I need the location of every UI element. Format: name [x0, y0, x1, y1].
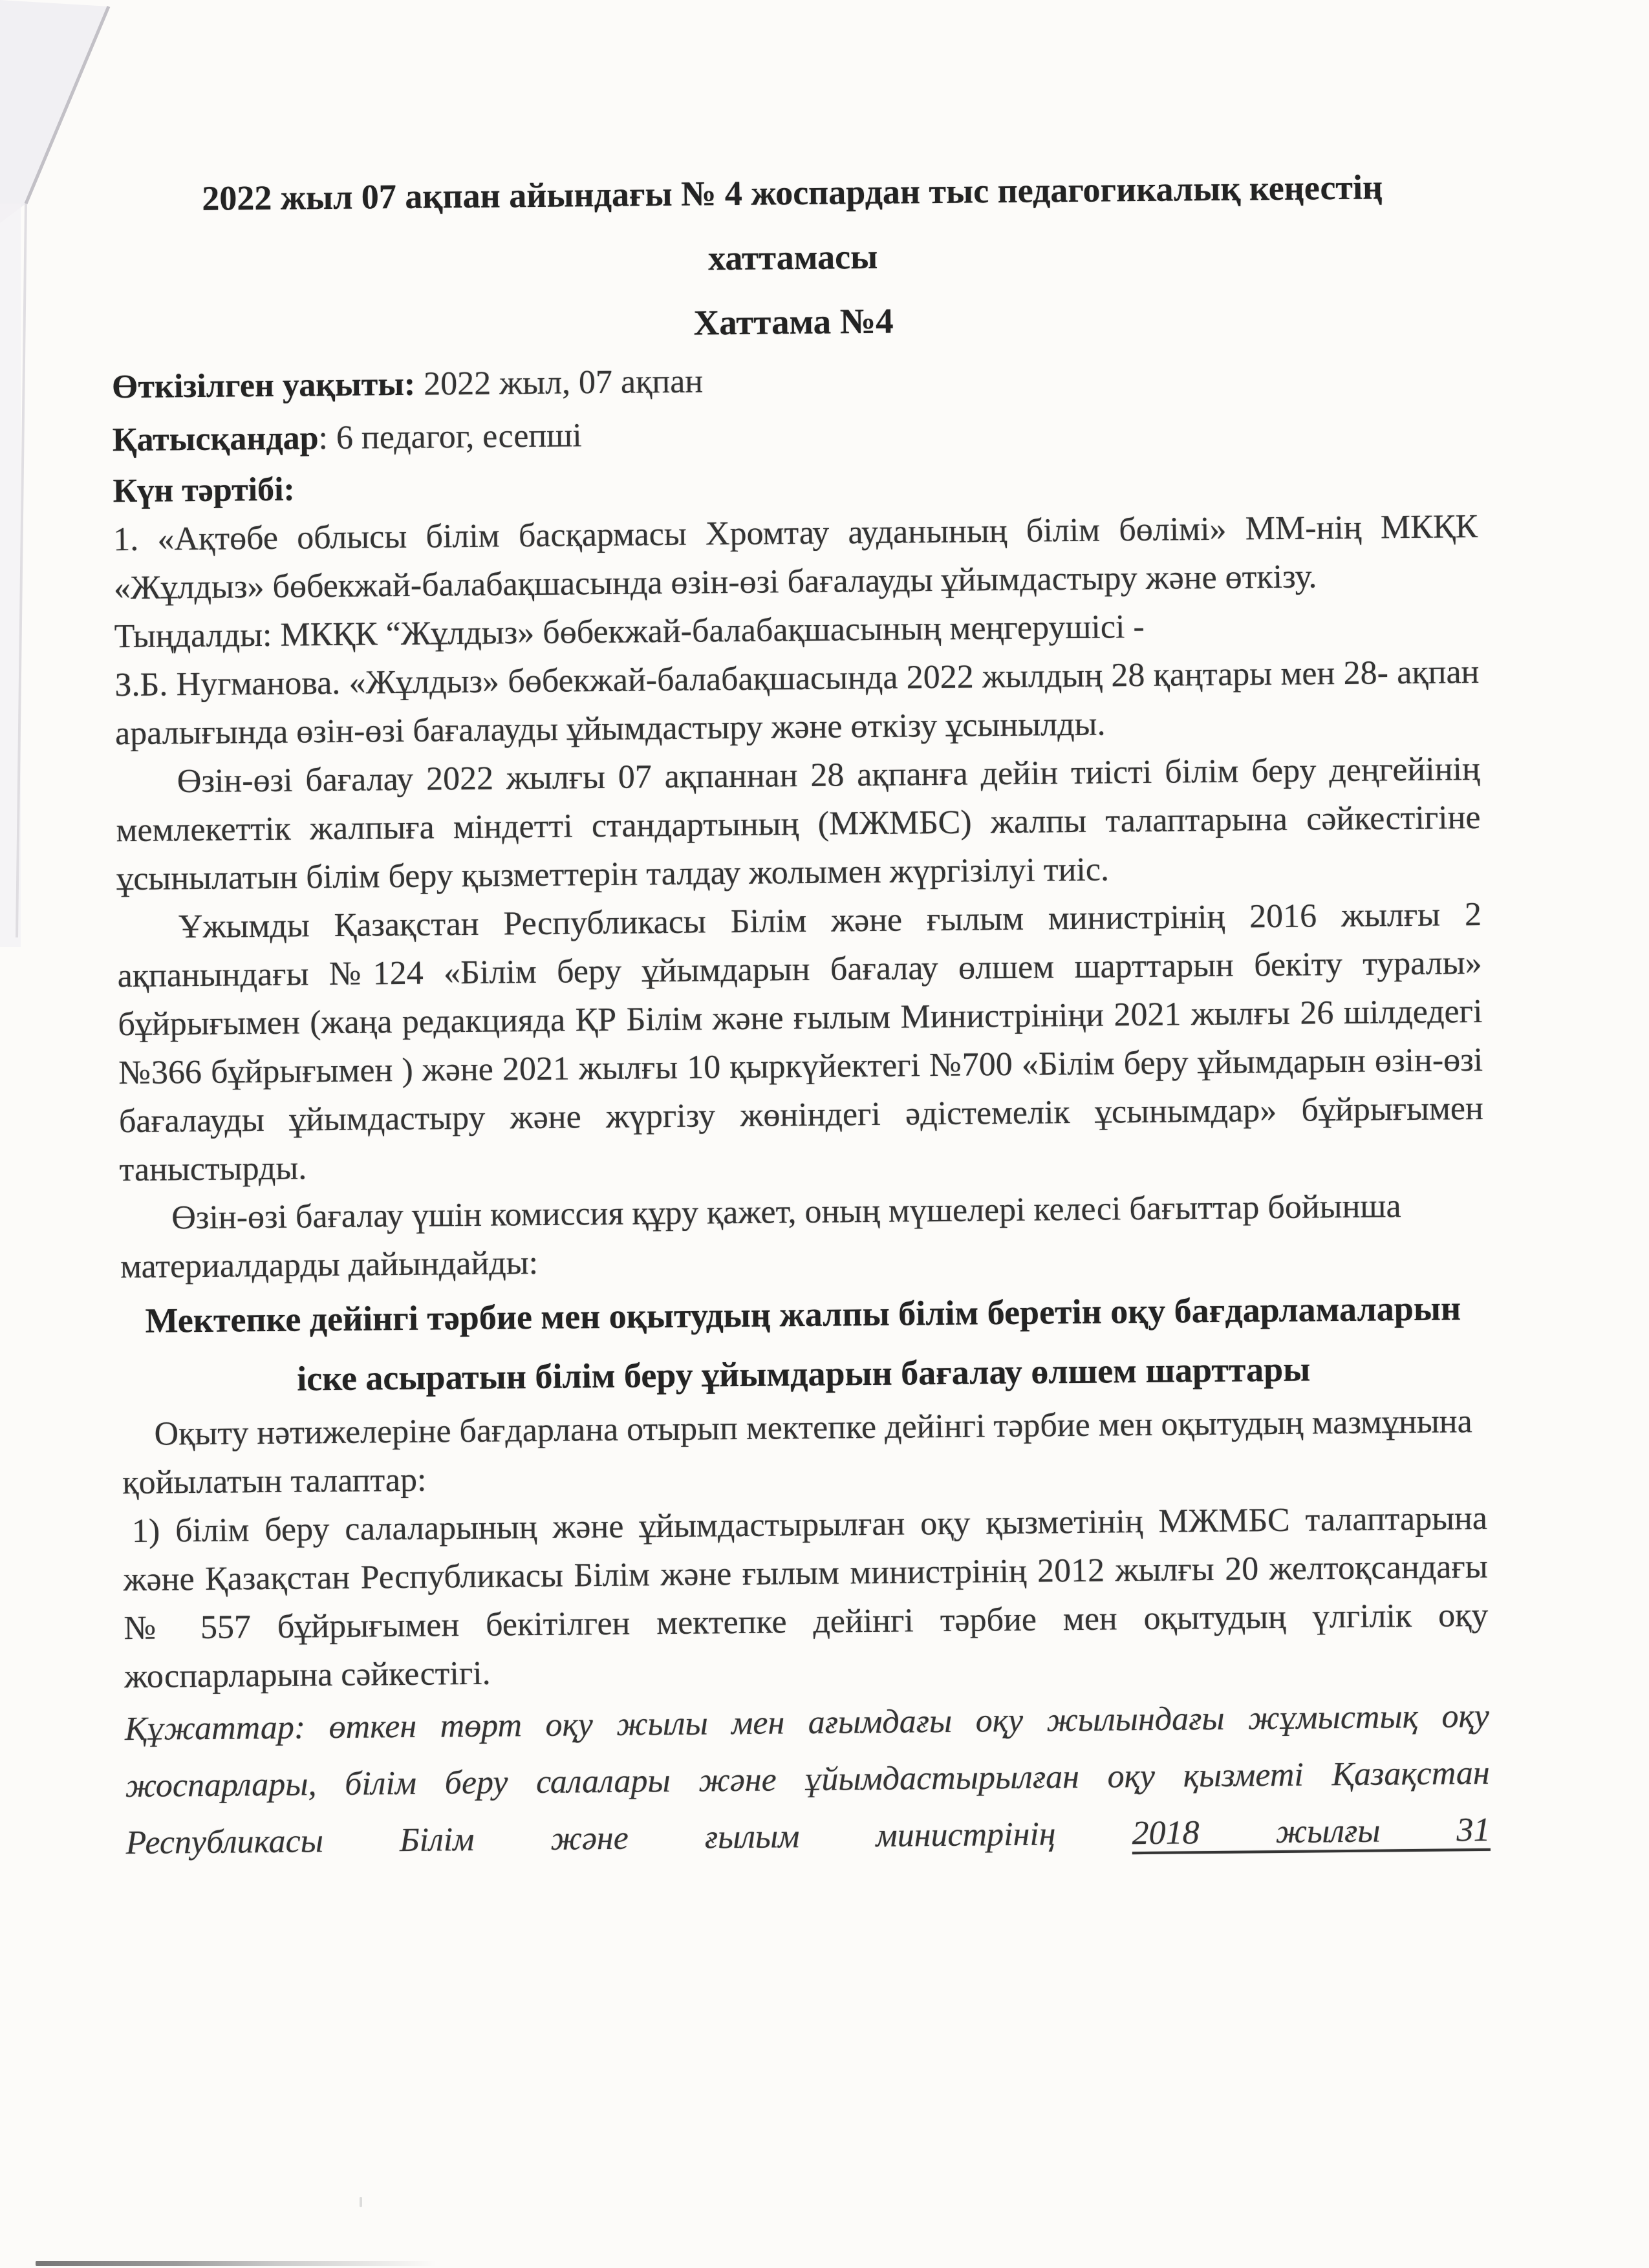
fold-edge-line	[17, 204, 26, 937]
heard-paragraph-rest: З.Б. Нугманова. «Жұлдыз» бөбекжай-балабақшасында 2022 жылдың 28 қаңтары мен 28- ақпан аралығында өзін-өзі бағалауды ұйымдастыру және өткізу ұсынылды.	[114, 653, 1480, 753]
title-line-1: 2022 жыл 07 ақпан айындағы № 4 жоспардан тыс педагогикалық кеңестің	[201, 167, 1383, 218]
document-content	[110, 154, 1491, 1872]
commission-paragraph: Өзін-өзі бағалау үшін комиссия құру қажет, оның мүшелері келесі бағыттар бойынша материалдарды дайындайды:	[120, 1188, 1401, 1286]
left-edge-shade	[0, 204, 21, 947]
fold-diagonal-line	[26, 6, 109, 204]
requirement-1-paragraph: 1) білім беру салаларының және ұйымдастырылған оқу қызметінің МЖМБС талаптарына және Қазақстан Республикасы Білім және ғылым министрінің 2012 жылғы 20 желтоқсандағы № 557 бұйрығымен бекітілген мектепке дейінгі тәрбие мен оқытудың үлгілік оқу жоспарларына сәйкестігі.	[123, 1499, 1489, 1696]
scan-speck-artifact	[360, 2197, 362, 2207]
fold-shadow-wedge	[0, 0, 109, 223]
documents-paragraph	[125, 1688, 1491, 1872]
requirements-intro-paragraph: Оқыту нәтижелеріне бағдарлана отырып мектепке дейінгі тәрбие мен оқытудың мазмұнына қойылатын талаптар:	[122, 1403, 1472, 1502]
bottom-scan-edge-artifact	[36, 2261, 436, 2266]
attendees-value: : 6 педагог, есепші	[318, 417, 582, 457]
protocol-number-heading: Хаттама №4	[693, 301, 894, 343]
document-title	[110, 154, 1476, 296]
documents-italic-text: Құжаттар: өткен төрт оқу жылы мен ағымдағы оқу жылындағы жұмыстық оқу жоспарлары, білім беру салалары және ұйымдастырылған оқу қызметі Қазақстан Республикасы Білім және ғылым министрінің	[124, 1697, 1490, 1862]
agenda-heading: Күн тәртібі:	[113, 471, 296, 510]
section-heading: Мектепке дейінгі тәрбие мен оқытудың жалпы білім беретін оқу бағдарламаларын іске асыратын білім беру ұйымдарын бағалау өлшем шарттары	[145, 1289, 1461, 1398]
heard-paragraph-line-1: Тыңдалды: МКҚК “Жұлдыз» бөбекжай-балабақшасының меңгерушісі -	[114, 608, 1145, 656]
assessment-paragraph: Өзін-өзі бағалау 2022 жылғы 07 ақпаннан 28 ақпанға дейін тиісті білім беру деңгейінің мемлекеттік жалпыға міндетті стандартының (МЖМБС) жалпы талаптарына сәйкестігіне ұсынылатын білім беру қызметтерін талдау жолымен жүргізілуі тиіс.	[116, 750, 1481, 898]
title-line-2: хаттамасы	[707, 237, 878, 278]
ministry-order-paragraph: Ұжымды Қазақстан Республикасы Білім және ғылым министрінің 2016 жылғы 2 ақпанындағы №124 «Білім беру ұйымдарын бағалау өлшем шарттарын бекіту туралы» бұйрығымен (жаңа редакцияда ҚР Білім және ғылым Министрініңи 2021 жылғы 26 шілдедегі №366 бұйрығымен ) және 2021 жылғы 10 қыркүйектегі №700 «Білім беру ұйымдарын өзін-өзі бағалауды ұйымдастыру және жүргізу жөніндегі әдістемелік ұсынымдар» бұйрығымен таныстырды.	[117, 895, 1484, 1189]
agenda-item-1: 1. «Ақтөбе облысы білім басқармасы Хромтау ауданының білім бөлімі» ММ-нің МКҚК «Жұлдыз» бөбекжай-балабақшасында өзін-өзі бағалауды ұйымдастыру және өткізу.	[113, 508, 1478, 607]
held-time-value: 2022 жыл, 07 ақпан	[415, 363, 704, 403]
held-time-label: Өткізілген уақыты:	[111, 365, 416, 406]
attendees-label: Қатысқандар	[112, 420, 319, 459]
documents-underlined-date: 2018 жылғы 31	[1132, 1811, 1491, 1852]
